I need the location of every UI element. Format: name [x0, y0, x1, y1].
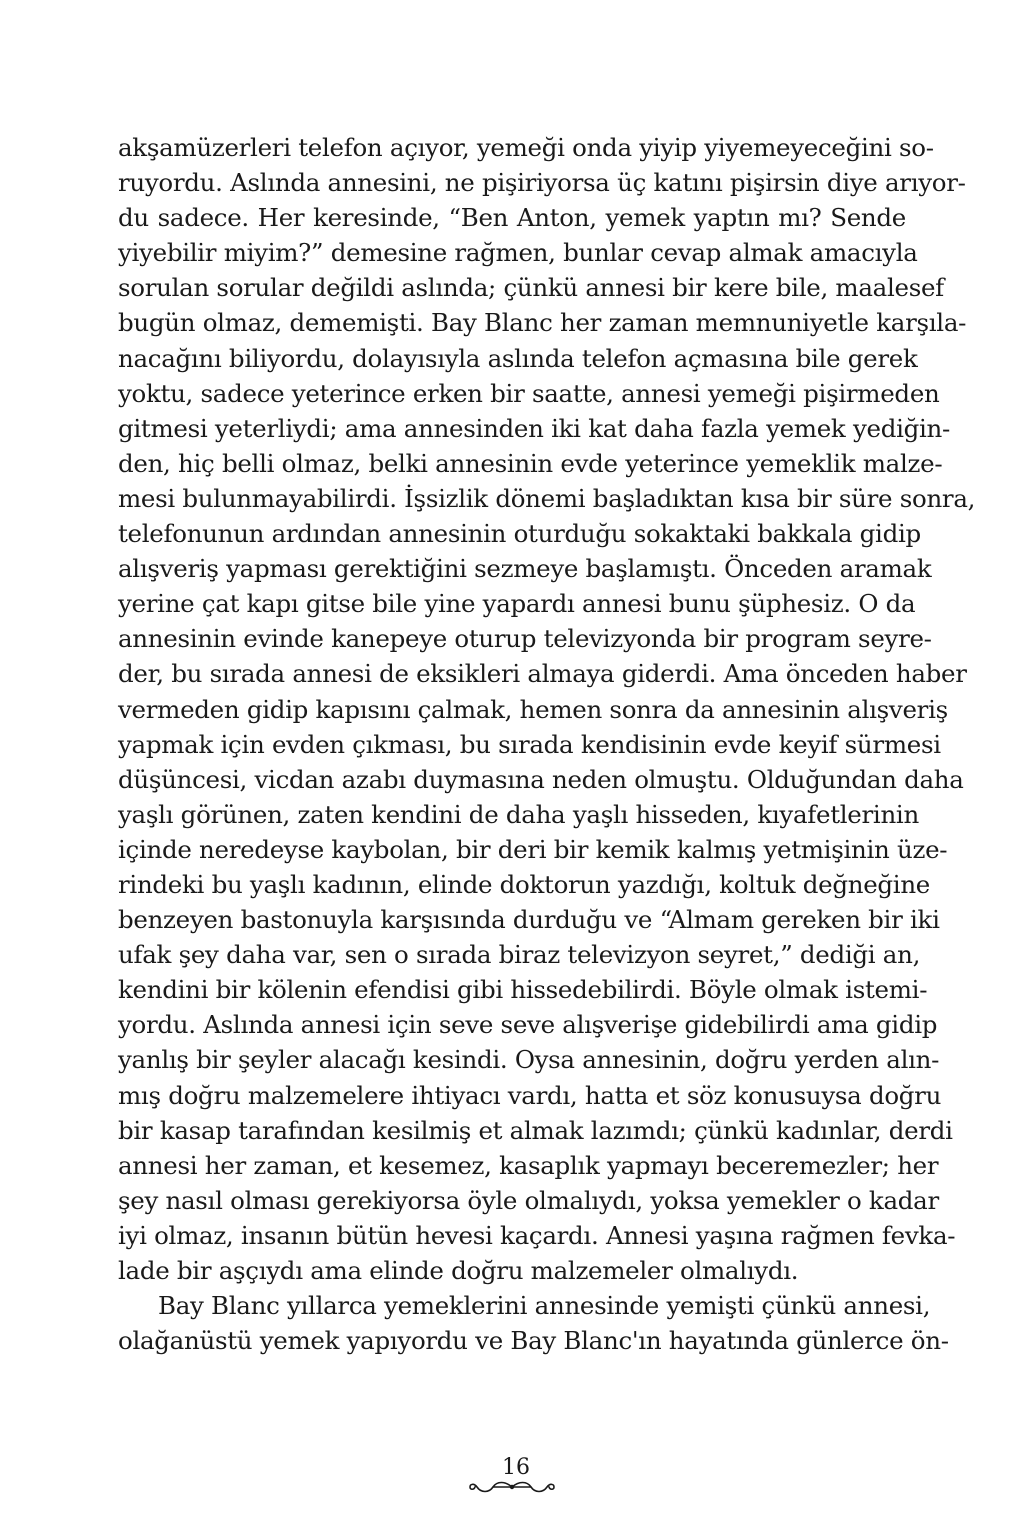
text-line: sorulan sorular değildi aslında; çünkü annesi bir kere bile, maalesef: [118, 273, 944, 303]
text-line: yaşlı görünen, zaten kendini de daha yaşlı hisseden, kıyafetlerinin: [118, 799, 919, 829]
text-line: yordu. Aslında annesi için seve seve alışverişe gidebilirdi ama gidip: [118, 1010, 938, 1040]
text-line: lade bir aşçıydı ama elinde doğru malzemeler olmalıydı.: [118, 1256, 799, 1285]
text-line: bugün olmaz, dememişti. Bay Blanc her zaman memnuniyetle karşıla-: [118, 308, 967, 338]
text-line: şey nasıl olması gerekiyorsa öyle olmalıydı, yoksa yemekler o kadar: [118, 1185, 939, 1215]
text-line: yanlış bir şeyler alacağı kesindi. Oysa annesinin, doğru yerden alın-: [118, 1045, 940, 1075]
text-line: ufak şey daha var, sen o sırada biraz televizyon seyret,” dediği an,: [118, 940, 921, 970]
text-line: nacağını biliyordu, dolayısıyla aslında telefon açmasına bile gerek: [118, 343, 918, 373]
text-line: annesinin evinde kanepeye oturup televizyonda bir program seyre-: [118, 624, 932, 654]
text-line: mesi bulunmayabilirdi. İşsizlik dönemi başladıktan kısa bir süre sonra,: [118, 483, 976, 513]
text-line: der, bu sırada annesi de eksikleri almaya giderdi. Ama önceden haber: [118, 659, 967, 689]
text-line: yiyebilir miyim?” demesine rağmen, bunlar cevap almak amacıyla: [118, 238, 918, 268]
text-line: du sadece. Her keresinde, “Ben Anton, yemek yaptın mı? Sende: [118, 203, 906, 233]
text-line: vermeden gidip kapısını çalmak, hemen sonra da annesinin alışveriş: [118, 694, 948, 724]
text-line: iyi olmaz, insanın bütün hevesi kaçardı. Annesi yaşına rağmen fevka-: [118, 1220, 956, 1250]
text-line: düşüncesi, vicdan azabı duymasına neden olmuştu. Olduğundan daha: [118, 764, 964, 794]
text-line: içinde neredeyse kaybolan, bir deri bir kemik kalmış yetmişinin üze-: [118, 834, 948, 864]
text-line: akşamüzerleri telefon açıyor, yemeği onda yiyip yiyemeyeceğini so-: [118, 133, 934, 162]
text-line: Bay Blanc yıllarca yemeklerini annesinde yemişti çünkü annesi,: [158, 1291, 931, 1321]
page-footer: [0, 1455, 1024, 1495]
text-line: annesi her zaman, et kesemez, kasaplık yapmayı beceremezler; her: [118, 1150, 939, 1180]
text-line: yapmak için evden çıkması, bu sırada kendisinin evde keyif sürmesi: [118, 729, 941, 759]
text-line: gitmesi yeterliydi; ama annesinden iki kat daha fazla yemek yediğin-: [118, 413, 951, 443]
text-line: alışveriş yapması gerektiğini sezmeye başlamıştı. Önceden aramak: [118, 554, 932, 584]
text-line: yoktu, sadece yeterince erken bir saatte, annesi yemeği pişirmeden: [118, 378, 940, 408]
page-number: 16: [502, 1455, 530, 1480]
text-line: kendini bir kölenin efendisi gibi hissedebilirdi. Böyle olmak istemi-: [118, 975, 928, 1005]
text-line: rindeki bu yaşlı kadının, elinde doktorun yazdığı, koltuk değneğine: [118, 869, 931, 899]
text-line: bir kasap tarafından kesilmiş et almak lazımdı; çünkü kadınlar, derdi: [118, 1115, 953, 1145]
text-line: olağanüstü yemek yapıyordu ve Bay Blanc'ın hayatında günlerce ön-: [118, 1326, 949, 1356]
text-line: den, hiç belli olmaz, belki annesinin evde yeterince yemeklik malze-: [118, 448, 943, 478]
paragraph-1: [118, 130, 976, 1288]
page-body: [118, 130, 976, 1358]
scroll-flourish-icon: [467, 1479, 557, 1495]
text-line: mış doğru malzemelere ihtiyacı vardı, hatta et söz konusuysa doğru: [118, 1080, 942, 1110]
text-line: benzeyen bastonuyla karşısında durduğu ve “Almam gereken bir iki: [118, 905, 940, 935]
text-line: yerine çat kapı gitse bile yine yapardı annesi bunu şüphesiz. O da: [118, 589, 916, 619]
text-line: ruyordu. Aslında annesini, ne pişiriyorsa üç katını pişirsin diye arıyor-: [118, 168, 966, 198]
paragraph-2: [118, 1288, 949, 1358]
text-line: telefonunun ardından annesinin oturduğu sokaktaki bakkala gidip: [118, 519, 921, 549]
